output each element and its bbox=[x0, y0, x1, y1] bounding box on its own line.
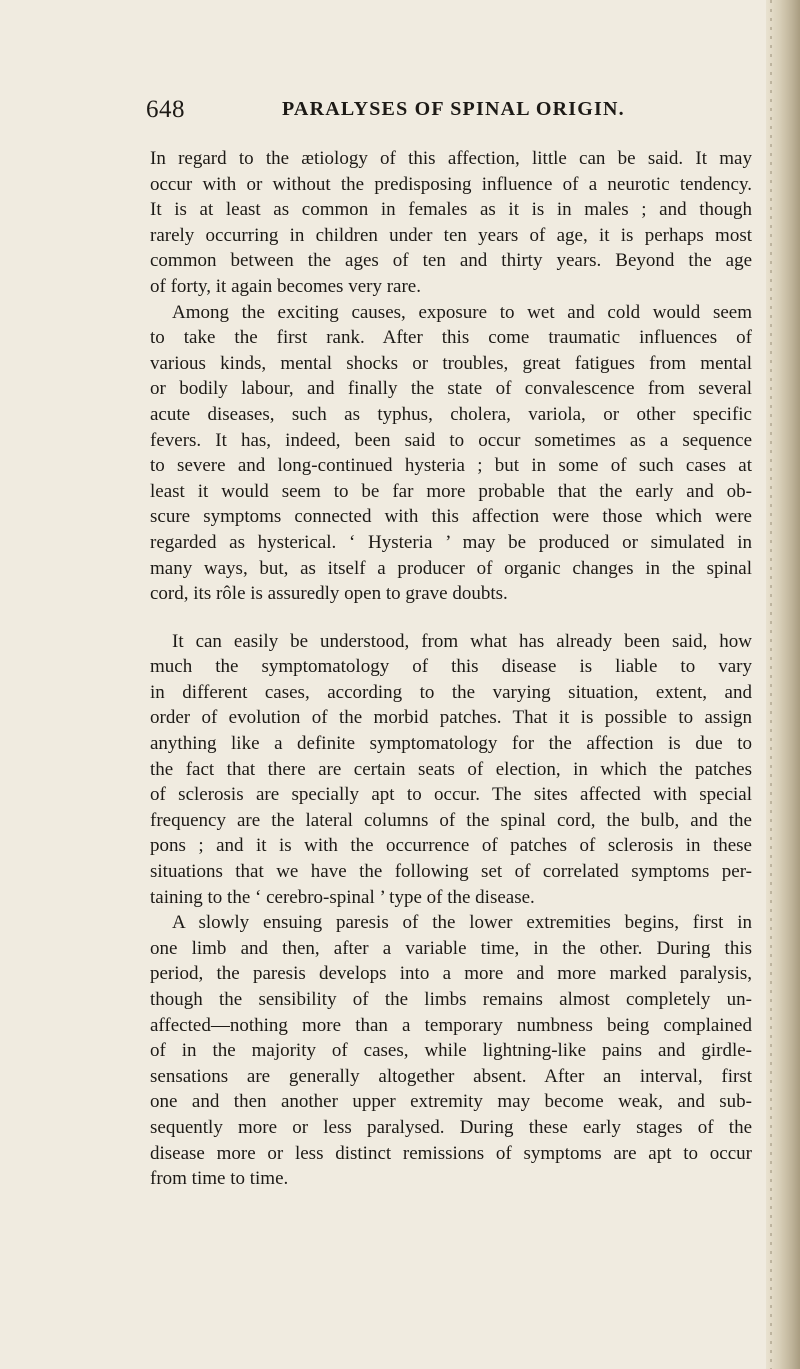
text-line: to severe and long-continued hysteria ; but in some of such cases at bbox=[150, 455, 752, 477]
text-line: rarely occurring in children under ten years of age, it is perhaps most bbox=[150, 224, 752, 246]
page-header bbox=[146, 96, 666, 132]
text-line: or bodily labour, and finally the state of convalescence from several bbox=[150, 378, 752, 400]
text-line: one limb and then, after a variable time, in the other. During this bbox=[150, 937, 752, 959]
text-line: anything like a definite symptomatology for the affection is due to bbox=[150, 733, 752, 755]
paragraph-paresis bbox=[150, 910, 752, 1192]
text-line: of forty, it again becomes very rare. bbox=[150, 275, 421, 297]
paragraph-exciting-causes bbox=[150, 300, 752, 607]
running-title: PARALYSES OF SPINAL ORIGIN. bbox=[282, 98, 625, 120]
text-line: regarded as hysterical. ‘ Hysteria ’ may be produced or simulated in bbox=[150, 531, 752, 553]
text-line: common between the ages of ten and thirty years. Beyond the age bbox=[150, 250, 752, 272]
text-line: to take the first rank. After this come traumatic influences of bbox=[150, 327, 752, 349]
text-line: period, the paresis develops into a more and more marked paralysis, bbox=[150, 963, 752, 985]
text-line: pons ; and it is with the occurrence of patches of sclerosis in these bbox=[150, 835, 752, 857]
text-line: Among the exciting causes, exposure to wet and cold would seem bbox=[172, 301, 752, 323]
text-line: much the symptomatology of this disease is liable to vary bbox=[150, 656, 752, 678]
text-line: least it would seem to be far more probable that the early and ob- bbox=[150, 480, 752, 502]
text-line: fevers. It has, indeed, been said to occur sometimes as a sequence bbox=[150, 429, 752, 451]
text-line: affected—nothing more than a temporary numbness being complained bbox=[150, 1014, 752, 1036]
text-line: in different cases, according to the varying situation, extent, and bbox=[150, 681, 752, 703]
text-line: from time to time. bbox=[150, 1168, 289, 1190]
text-line: acute diseases, such as typhus, cholera, variola, or other specific bbox=[150, 403, 752, 425]
text-line: order of evolution of the morbid patches. That it is possible to assign bbox=[150, 707, 752, 729]
text-line: one and then another upper extremity may become weak, and sub- bbox=[150, 1091, 752, 1113]
text-line: though the sensibility of the limbs remains almost completely un- bbox=[150, 989, 752, 1010]
text-line: various kinds, mental shocks or troubles, great fatigues from mental bbox=[150, 352, 752, 374]
text-line: It is at least as common in females as it is in males ; and though bbox=[150, 199, 752, 221]
paragraph-aetiology bbox=[150, 146, 752, 300]
text-line: situations that we have the following set of correlated symptoms per- bbox=[150, 861, 752, 883]
text-line: It can easily be understood, from what has already been said, how bbox=[172, 630, 752, 652]
text-line: many ways, but, as itself a producer of organic changes in the spinal bbox=[150, 557, 752, 579]
text-line: In regard to the ætiology of this affection, little can be said. It may bbox=[150, 148, 752, 169]
text-line: taining to the ‘ cerebro-spinal ’ type of the disease. bbox=[150, 886, 535, 908]
text-line: A slowly ensuing paresis of the lower extremities begins, first in bbox=[172, 912, 752, 934]
text-line: frequency are the lateral columns of the spinal cord, the bulb, and the bbox=[150, 809, 752, 831]
text-line: disease more or less distinct remissions of symptoms are apt to occur bbox=[150, 1142, 752, 1164]
text-line: sequently more or less paralysed. During these early stages of the bbox=[150, 1116, 752, 1138]
text-line: cord, its rôle is assuredly open to grave doubts. bbox=[150, 583, 508, 605]
text-line: the fact that there are certain seats of election, in which the patches bbox=[150, 758, 752, 780]
text-line: occur with or without the predisposing influence of a neurotic tendency. bbox=[150, 173, 752, 195]
text-line: of sclerosis are specially apt to occur. The sites affected with special bbox=[150, 784, 752, 806]
text-line: scure symptoms connected with this affection were those which were bbox=[150, 506, 752, 528]
text-line: sensations are generally altogether absent. After an interval, first bbox=[150, 1065, 752, 1087]
page-number: 648 bbox=[146, 96, 185, 123]
paragraph-gap bbox=[150, 607, 752, 629]
text-line: of in the majority of cases, while lightning-like pains and girdle- bbox=[150, 1040, 752, 1062]
page-edge bbox=[766, 0, 800, 1369]
body-text bbox=[150, 146, 752, 1192]
paragraph-symptomatology bbox=[150, 629, 752, 911]
